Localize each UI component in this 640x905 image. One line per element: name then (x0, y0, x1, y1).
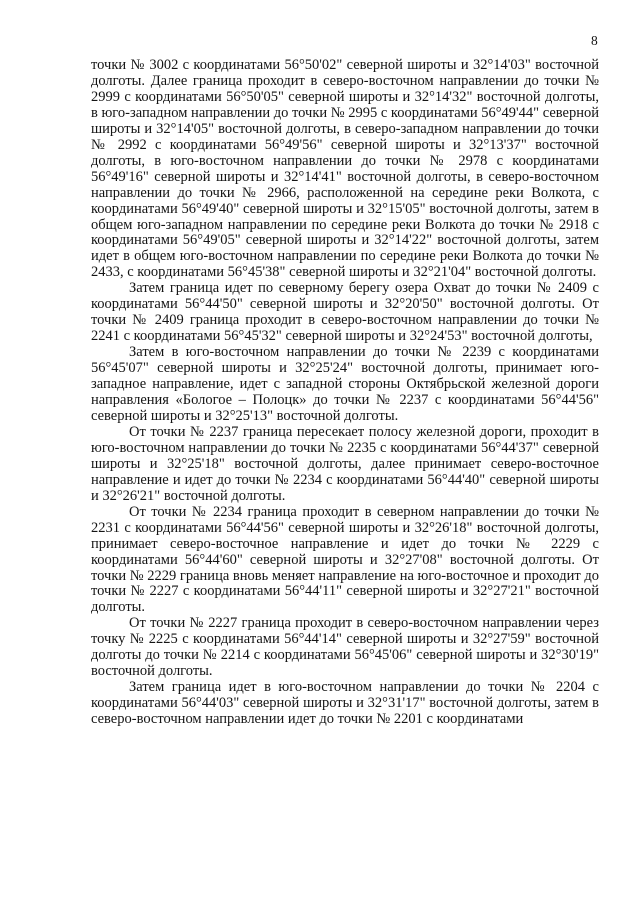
paragraph: точки № 3002 с координатами 56°50'02" северной широты и 32°14'03" восточной долготы. Далее граница проходит в северо-восточном направлении до точки № 2999 с координатами 56°50'05" северной широты и 32°14'32" восточной долготы, в юго-западном направлении до точки № 2995 с координатами 56°49'44" северной широты и 32°14'05" восточной долготы, в северо-западном направлении до точки № 2992 с координатами 56°49'56" северной широты и 32°13'37" восточной долготы, в юго-восточном направлении до точки № 2978 с координатами 56°49'16" северной широты и 32°14'41" восточной долготы, в северо-восточном направлении до точки № 2966, расположенной на середине реки Волкота, с координатами 56°49'40" северной широты и 32°15'05" восточной долготы, затем в общем юго-западном направлении по середине реки Волкота до точки № 2918 с координатами 56°49'05" северной широты и 32°14'22" восточной долготы, затем идет в общем юго-восточном направлении по середине реки Волкота до точки № 2433, с координатами 56°45'38" северной широты и 32°21'04" восточной долготы. (91, 57, 599, 281)
paragraph: Затем граница идет по северному берегу озера Охват до точки № 2409 с координатами 56°44'50" северной широты и 32°20'50" восточной долготы. От точки № 2409 граница проходит в северо-восточном направлении до точки № 2241 с координатами 56°45'32" северной широты и 32°24'53" восточной долготы, (91, 280, 599, 345)
paragraph: От точки № 2237 граница пересекает полосу железной дороги, проходит в юго-восточном направлении до точки № 2235 с координатами 56°44'37" северной широты и 32°25'18" восточной долготы, далее принимает северо-восточное направление и идет до точки № 2234 с координатами 56°44'40" северной широты и 32°26'21" восточной долготы. (91, 423, 599, 504)
paragraph: От точки № 2234 граница проходит в северном направлении до точки № 2231 с координатами 56°44'56" северной широты и 32°26'18" восточной долготы, принимает северо-восточное направление и идет до точки № 2229 с координатами 56°44'60" северной широты и 32°27'08" восточной долготы. От точки № 2229 граница вновь меняет направление на юго-восточное и проходит до точки № 2227 с координатами 56°44'11" северной широты и 32°27'21" восточной долготы. (91, 503, 599, 616)
paragraph: Затем в юго-восточном направлении до точки № 2239 с координатами 56°45'07" северной широты и 32°25'24" восточной долготы, принимает юго-западное направление, идет с западной стороны Октябрьской железной дороги направления «Бологое – Полоцк» до точки № 2237 с координатами 56°44'56" северной широты и 32°25'13" восточной долготы. (91, 344, 599, 424)
page-number: 8 (591, 33, 598, 48)
paragraph: Затем граница идет в юго-восточном направлении до точки № 2204 с координатами 56°44'03" северной широты и 32°31'17" восточной долготы, затем в северо-восточном направлении идет до точки № 2201 с координатами (91, 679, 599, 728)
paragraph: От точки № 2227 граница проходит в северо-восточном направлении через точку № 2225 с координатами 56°44'14" северной широты и 32°27'59" восточной долготы до точки № 2214 с координатами 56°45'06" северной широты и 32°30'19" восточной долготы. (91, 615, 599, 680)
document-body (91, 58, 599, 728)
